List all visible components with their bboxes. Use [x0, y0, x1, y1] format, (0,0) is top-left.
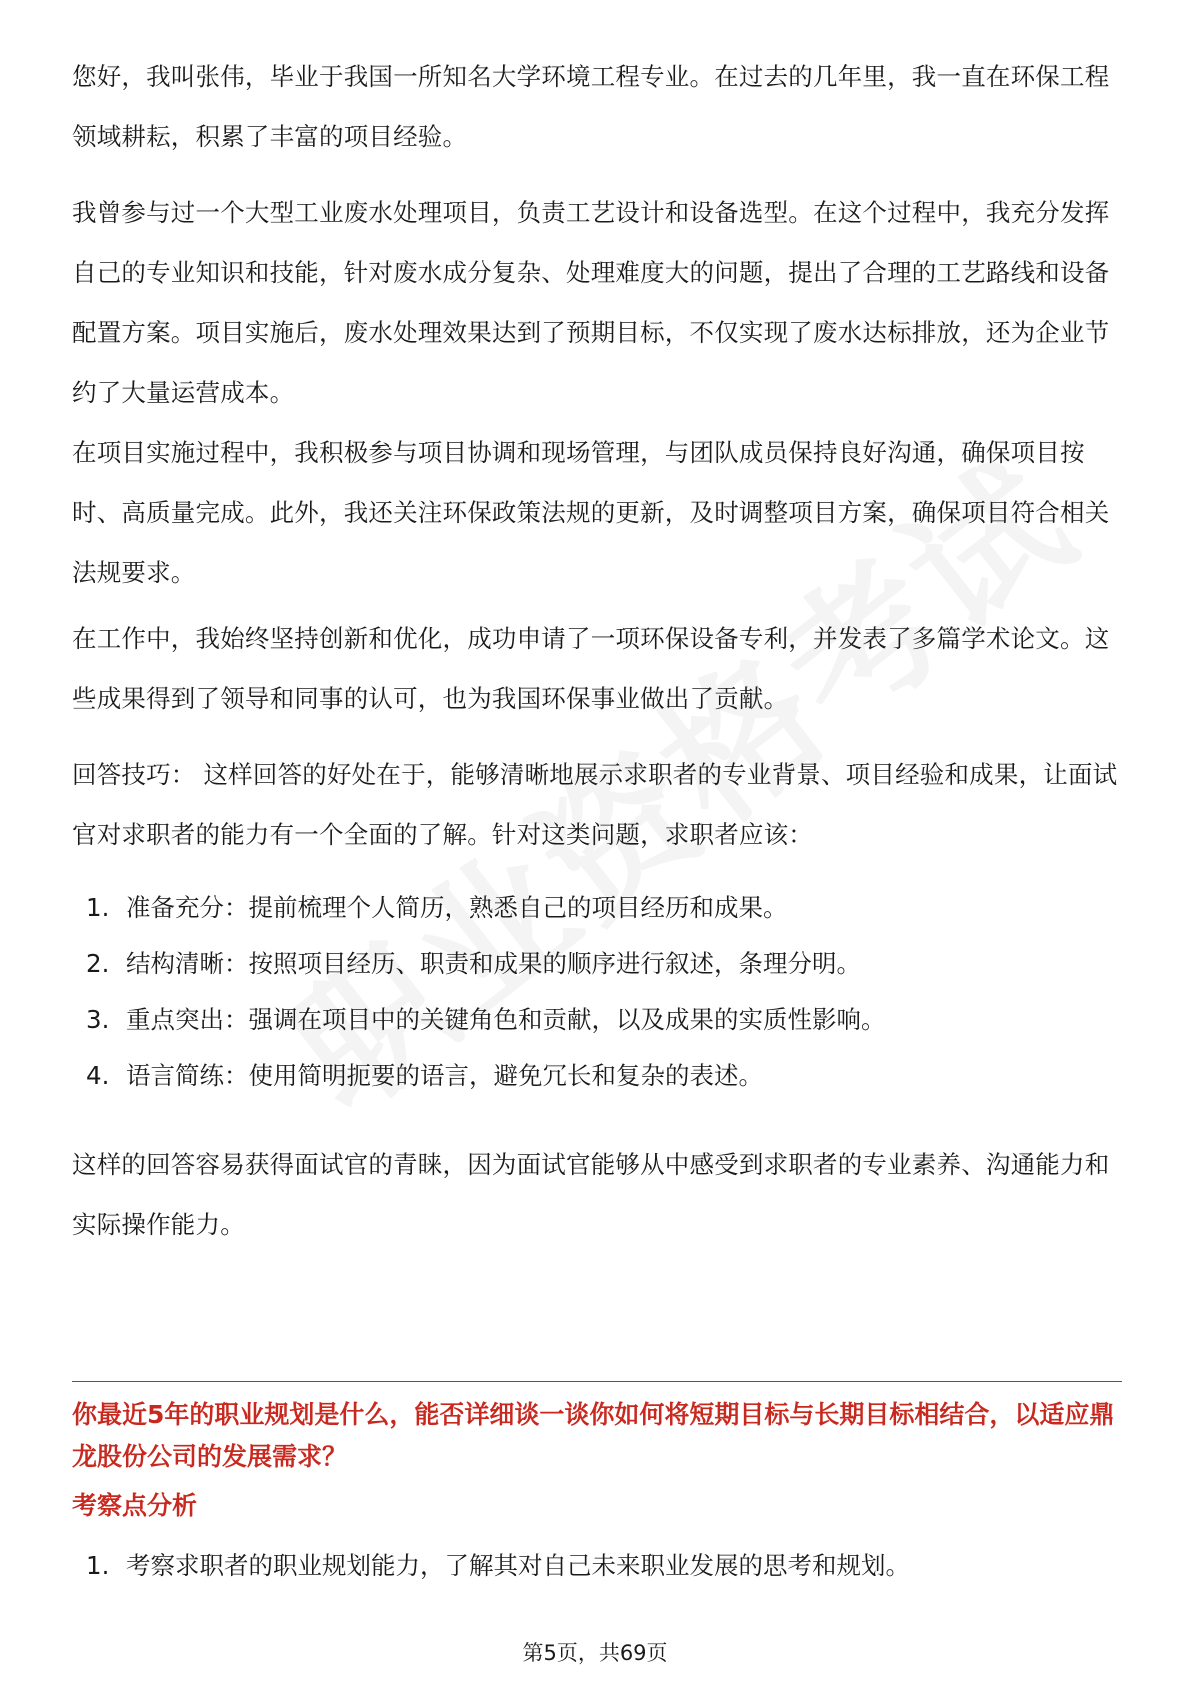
analysis-number: 1. — [86, 1551, 110, 1580]
tip-number: 2. — [86, 949, 110, 978]
analysis-text: 考察求职者的职业规划能力，了解其对自己未来职业发展的思考和规划。 — [126, 1551, 910, 1580]
tip-number: 1. — [86, 893, 110, 922]
tip-item — [86, 1058, 1126, 1094]
page-footer: 第5页，共69页 — [522, 1641, 668, 1665]
tip-item — [86, 946, 1126, 982]
tip-text: 准备充分：提前梳理个人简历，熟悉自己的项目经历和成果。 — [126, 893, 788, 922]
intro-paragraph: 您好，我叫张伟，毕业于我国一所知名大学环境工程专业。在过去的几年里，我一直在环保工程领域耕耘，积累了丰富的项目经验。 — [72, 62, 1110, 151]
tip-item — [86, 1002, 1126, 1038]
analysis-heading: 考察点分析 — [72, 1491, 198, 1520]
project-paragraph: 我曾参与过一个大型工业废水处理项目，负责工艺设计和设备选型。在这个过程中，我充分发挥自己的专业知识和技能，针对废水成分复杂、处理难度大的问题，提出了合理的工艺路线和设备配置方案。项目实施后，废水处理效果达到了预期目标，不仅实现了废水达标排放，还为企业节约了大量运营成本。 — [72, 198, 1110, 407]
closing-paragraph: 这样的回答容易获得面试官的青睐，因为面试官能够从中感受到求职者的专业素养、沟通能力和实际操作能力。 — [72, 1150, 1110, 1239]
question-heading: 你最近5年的职业规划是什么，能否详细谈一谈你如何将短期目标与长期目标相结合，以适应鼎龙股份公司的发展需求？ — [72, 1400, 1115, 1471]
tip-number: 3. — [86, 1005, 110, 1034]
tip-text: 语言简练：使用简明扼要的语言，避免冗长和复杂的表述。 — [126, 1061, 763, 1090]
analysis-item — [86, 1548, 1126, 1584]
management-paragraph: 在项目实施过程中，我积极参与项目协调和现场管理，与团队成员保持良好沟通，确保项目按时、高质量完成。此外，我还关注环保政策法规的更新，及时调整项目方案，确保项目符合相关法规要求。 — [72, 438, 1110, 587]
section-divider — [72, 1381, 1122, 1382]
tip-text: 重点突出：强调在项目中的关键角色和贡献，以及成果的实质性影响。 — [126, 1005, 886, 1034]
tip-number: 4. — [86, 1061, 110, 1090]
tips-intro-paragraph: 回答技巧： 这样回答的好处在于，能够清晰地展示求职者的专业背景、项目经验和成果，让面试官对求职者的能力有一个全面的了解。针对这类问题，求职者应该： — [72, 760, 1118, 849]
tip-item — [86, 890, 1126, 926]
tip-text: 结构清晰：按照项目经历、职责和成果的顺序进行叙述，条理分明。 — [126, 949, 861, 978]
achievement-paragraph: 在工作中，我始终坚持创新和优化，成功申请了一项环保设备专利，并发表了多篇学术论文。这些成果得到了领导和同事的认可，也为我国环保事业做出了贡献。 — [72, 624, 1110, 713]
